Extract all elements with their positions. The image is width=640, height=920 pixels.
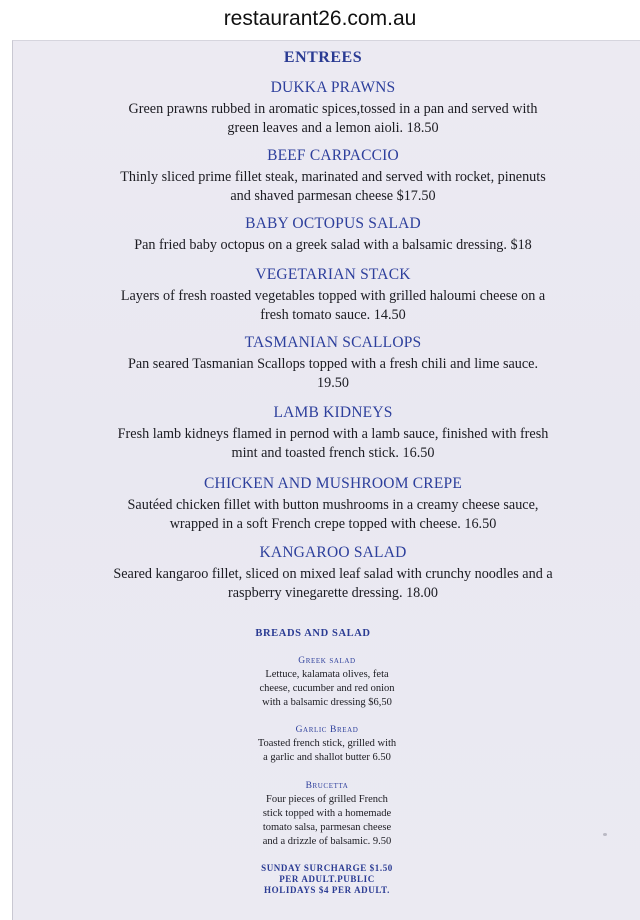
desc-line: mint and toasted french stick. 16.50 (231, 445, 435, 461)
side-item-desc (213, 793, 441, 849)
desc-line: Toasted french stick, grilled with (257, 738, 397, 749)
menu-item-title: KANGAROO SALAD (259, 544, 407, 561)
paper-speck (603, 833, 607, 836)
menu-item-desc (53, 355, 613, 393)
surcharge-note (213, 863, 441, 896)
side-item-title: Garlic Bread (295, 725, 359, 735)
desc-line: Pan seared Tasmanian Scallops topped with a fresh chili and lime sauce. (127, 356, 539, 372)
menu-item-vegetarian-stack (53, 266, 613, 325)
desc-line: stick topped with a homemade (262, 808, 392, 819)
menu-item-desc (53, 287, 613, 325)
side-item-title: Greek salad (298, 656, 356, 666)
menu-item-title: VEGETARIAN STACK (255, 266, 411, 283)
menu-item-title: BEEF CARPACCIO (267, 147, 399, 164)
menu-item-title: CHICKEN AND MUSHROOM CREPE (204, 475, 462, 492)
menu-item-desc (53, 565, 613, 603)
desc-line: fresh tomato sauce. 14.50 (260, 307, 406, 323)
menu-item-desc (53, 496, 613, 534)
desc-line: Thinly sliced prime fillet steak, marinated and served with rocket, pinenuts (120, 169, 546, 185)
menu-item-kangaroo-salad (53, 544, 613, 603)
surcharge-line: PER ADULT.PUBLIC (279, 874, 375, 884)
url-bar[interactable] (0, 0, 640, 38)
menu-item-lamb-kidneys (53, 404, 613, 463)
menu-item-title: DUKKA PRAWNS (270, 79, 396, 96)
menu-item-title: TASMANIAN SCALLOPS (244, 334, 422, 351)
menu-item-title: LAMB KIDNEYS (273, 404, 393, 421)
menu-sheet (12, 40, 640, 920)
menu-item-desc (53, 425, 613, 463)
desc-line: with a balsamic dressing $6,50 (262, 697, 392, 708)
desc-line: 19.50 (317, 375, 349, 391)
menu-item-title: BABY OCTOPUS SALAD (245, 215, 421, 232)
menu-item-beef-carpaccio (53, 147, 613, 206)
desc-line: raspberry vinegarette dressing. 18.00 (228, 585, 438, 601)
url-text: restaurant26.com.au (223, 7, 417, 30)
side-item-brucetta (213, 781, 441, 849)
desc-line: tomato salsa, parmesan cheese (262, 822, 392, 833)
menu-item-chicken-mushroom-crepe (53, 475, 613, 534)
breads-heading: BREADS AND SALAD (255, 628, 371, 639)
surcharge-line: SUNDAY SURCHARGE $1.50 (261, 863, 393, 873)
menu-item-desc (53, 236, 613, 255)
menu-item-baby-octopus-salad (53, 215, 613, 255)
desc-line: and shaved parmesan cheese $17.50 (230, 188, 436, 204)
desc-line: wrapped in a soft French crepe topped with cheese. 16.50 (169, 516, 497, 532)
desc-line: Pan fried baby octopus on a greek salad with a balsamic dressing. $18 (134, 237, 532, 253)
desc-line: Layers of fresh roasted vegetables topped with grilled haloumi cheese on a (120, 288, 546, 304)
menu-item-desc (53, 100, 613, 138)
side-item-desc (213, 737, 441, 765)
entrees-heading: ENTREES (283, 49, 363, 66)
menu-item-tasmanian-scallops (53, 334, 613, 393)
desc-line: Sautéed chicken fillet with button mushrooms in a creamy cheese sauce, (127, 497, 539, 513)
desc-line: Green prawns rubbed in aromatic spices,tossed in a pan and served with (128, 101, 538, 117)
desc-line: Fresh lamb kidneys flamed in pernod with a lamb sauce, finished with fresh (117, 426, 549, 442)
side-item-greek-salad (213, 656, 441, 710)
desc-line: a garlic and shallot butter 6.50 (263, 752, 391, 763)
side-item-title: Brucetta (305, 781, 349, 791)
menu-item-desc (53, 168, 613, 206)
menu-item-dukka-prawns (53, 79, 613, 138)
desc-line: cheese, cucumber and red onion (259, 683, 395, 694)
desc-line: and a drizzle of balsamic. 9.50 (262, 836, 392, 847)
desc-line: green leaves and a lemon aioli. 18.50 (227, 120, 439, 136)
desc-line: Lettuce, kalamata olives, feta (265, 669, 389, 680)
side-item-garlic-bread (213, 725, 441, 765)
surcharge-line: HOLIDAYS $4 PER ADULT. (264, 885, 390, 895)
side-item-desc (213, 668, 441, 710)
desc-line: Four pieces of grilled French (266, 794, 388, 805)
desc-line: Seared kangaroo fillet, sliced on mixed leaf salad with crunchy noodles and a (113, 566, 553, 582)
